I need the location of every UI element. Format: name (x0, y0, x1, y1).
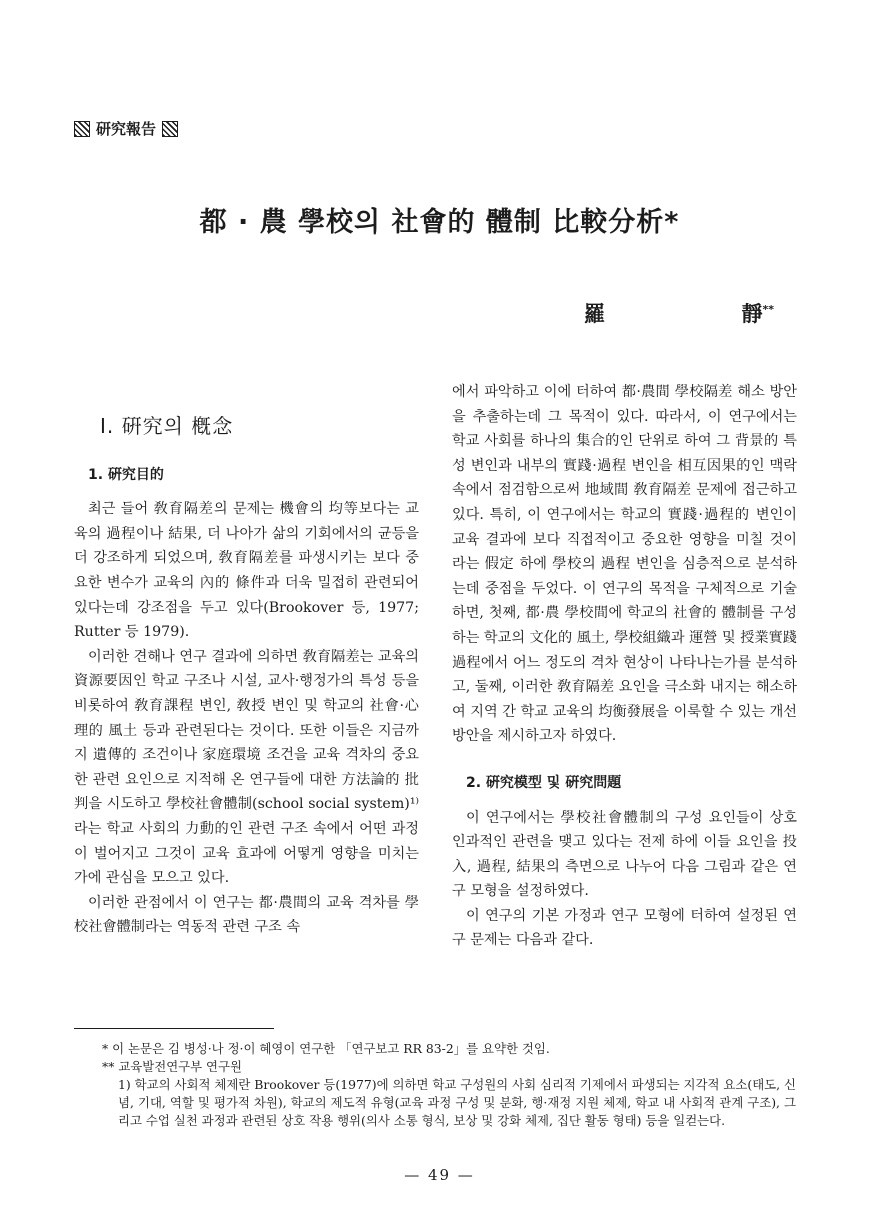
section-tag (74, 118, 178, 139)
footnote-star-two: ** 교육발전연구부 연구원 (102, 1059, 242, 1074)
body-paragraph: 에서 파악하고 이에 터하여 都·農間 學校隔差 해소 방안을 추출하는데 그 목적이 있다. 따라서, 이 연구에서는 학교 사회를 하나의 集合的인 단위로 하여 그 背景的 특성 변인과 내부의 實踐·過程 변인을 相互因果的인 맥락 속에서 점검함으로써 地域間 敎育隔差 문제에 접근하고 있다. 특히, 이 연구에서는 학교의 實踐·過程的 변인이 교육 결과에 보다 직접적이고 중요한 영향을 미칠 것이라는 假定 하에 學校의 過程 변인을 심층적으로 분석하는데 중점을 두었다. 이 연구의 목적을 구체적으로 기술하면, 첫째, 都·農 學校間에 학교의 社會的 體制를 구성하는 학교의 文化的 風土, 學校組織과 運營 및 授業實踐過程에서 어느 정도의 격차 현상이 나타나는가를 분석하고, 둘째, 이러한 敎育隔差 요인을 극소화 내지는 해소하여 지역 간 학교 교육의 均衡發展을 이룩할 수 있는 개선 방안을 제시하고자 하였다. (452, 384, 797, 745)
body-paragraph: 이러한 관점에서 이 연구는 都·農間의 교육 격차를 學校社會體制라는 역동적 관련 구조 속 (74, 894, 419, 936)
body-paragraph: 이러한 견해나 연구 결과에 의하면 敎育隔差는 교육의 資源要因인 학교 구조나 시설, 교사·행정가의 특성 등을 비롯하여 敎育課程 변인, 敎授 변인 및 학교의 社會·心理的 風土 등과 관련된다는 것이다. 또한 이들은 지금까지 遺傳的 조건이나 家庭環境 조건을 교육 격차의 중요한 관련 요인으로 지적해 온 연구들에 대한 方法論的 批判을 시도하고 學校社會體制(school social system)¹⁾라는 학교 사회의 力動的인 관련 구조 속에서 어떤 과정이 벌어지고 그것이 교육 효과에 어떻게 영향을 미치는가에 관심을 모으고 있다. (74, 648, 419, 887)
right-column (452, 380, 797, 953)
body-paragraph: 이 연구에서는 學校社會體制의 구성 요인들이 상호 인과적인 관련을 맺고 있다는 전제 하에 이들 요인을 投入, 過程, 結果의 측면으로 나누어 다음 그림과 같은 연구 모형을 설정하였다. (452, 809, 797, 900)
footnote-star-one: * 이 논문은 김 병성·나 정·이 혜영이 연구한 「연구보고 RR 83-2」를 요약한 것임. (102, 1041, 550, 1056)
author-name-second: 靜 (741, 302, 763, 326)
body-paragraph: 최근 들어 敎育隔差의 문제는 機會의 均等보다는 교육의 過程이나 結果, 더 나아가 삶의 기회에서의 균등을 더 강조하게 되었으며, 敎育隔差를 파생시키는 보다 중요한 변수가 교육의 內的 條件과 더욱 밀접히 관련되어 있다는데 강조점을 두고 있다(Brookover 등, 1977; Rutter 등 1979). (74, 501, 419, 641)
author-name-second-wrap (741, 298, 774, 328)
footnote-one: 1) 학교의 사회적 체제란 Brookover 등(1977)에 의하면 학교 구성원의 사회 심리적 기제에서 파생되는 지각적 요소(태도, 신념, 기대, 역할 및 평가적 차원), 학교의 제도적 유형(교육 과정 구성 및 분화, 행·재정 지원 체제, 학교 내 사회적 관계 구조), 그리고 수업 실천 과정과 관련된 상호 작용 행위(의사 소통 형식, 보상 및 강화 체제, 집단 활동 형태) 등을 일컫는다. (118, 1077, 796, 1128)
footnotes (80, 1040, 796, 1130)
left-column (74, 414, 419, 940)
author-line (584, 298, 774, 328)
footnote-rule (74, 1028, 274, 1029)
paper-title: 都 · 農 學校의 社會的 體制 比較分析* (199, 207, 680, 238)
section-heading: Ⅰ. 硏究의 槪念 (100, 414, 234, 438)
author-mark: ** (762, 303, 774, 316)
page-number: — 49 — (404, 1166, 475, 1184)
hatched-square-icon (74, 121, 90, 137)
subsection-heading-purpose: 1. 硏究目的 (88, 466, 164, 483)
body-paragraph: 이 연구의 기본 가정과 연구 모형에 터하여 설정된 연구 문제는 다음과 같다. (452, 907, 797, 949)
hatched-square-icon (162, 121, 178, 137)
subsection-heading-model: 2. 硏究模型 및 硏究問題 (466, 774, 622, 791)
section-label: 研究報告 (96, 120, 157, 138)
author-name-first: 羅 (584, 302, 605, 326)
